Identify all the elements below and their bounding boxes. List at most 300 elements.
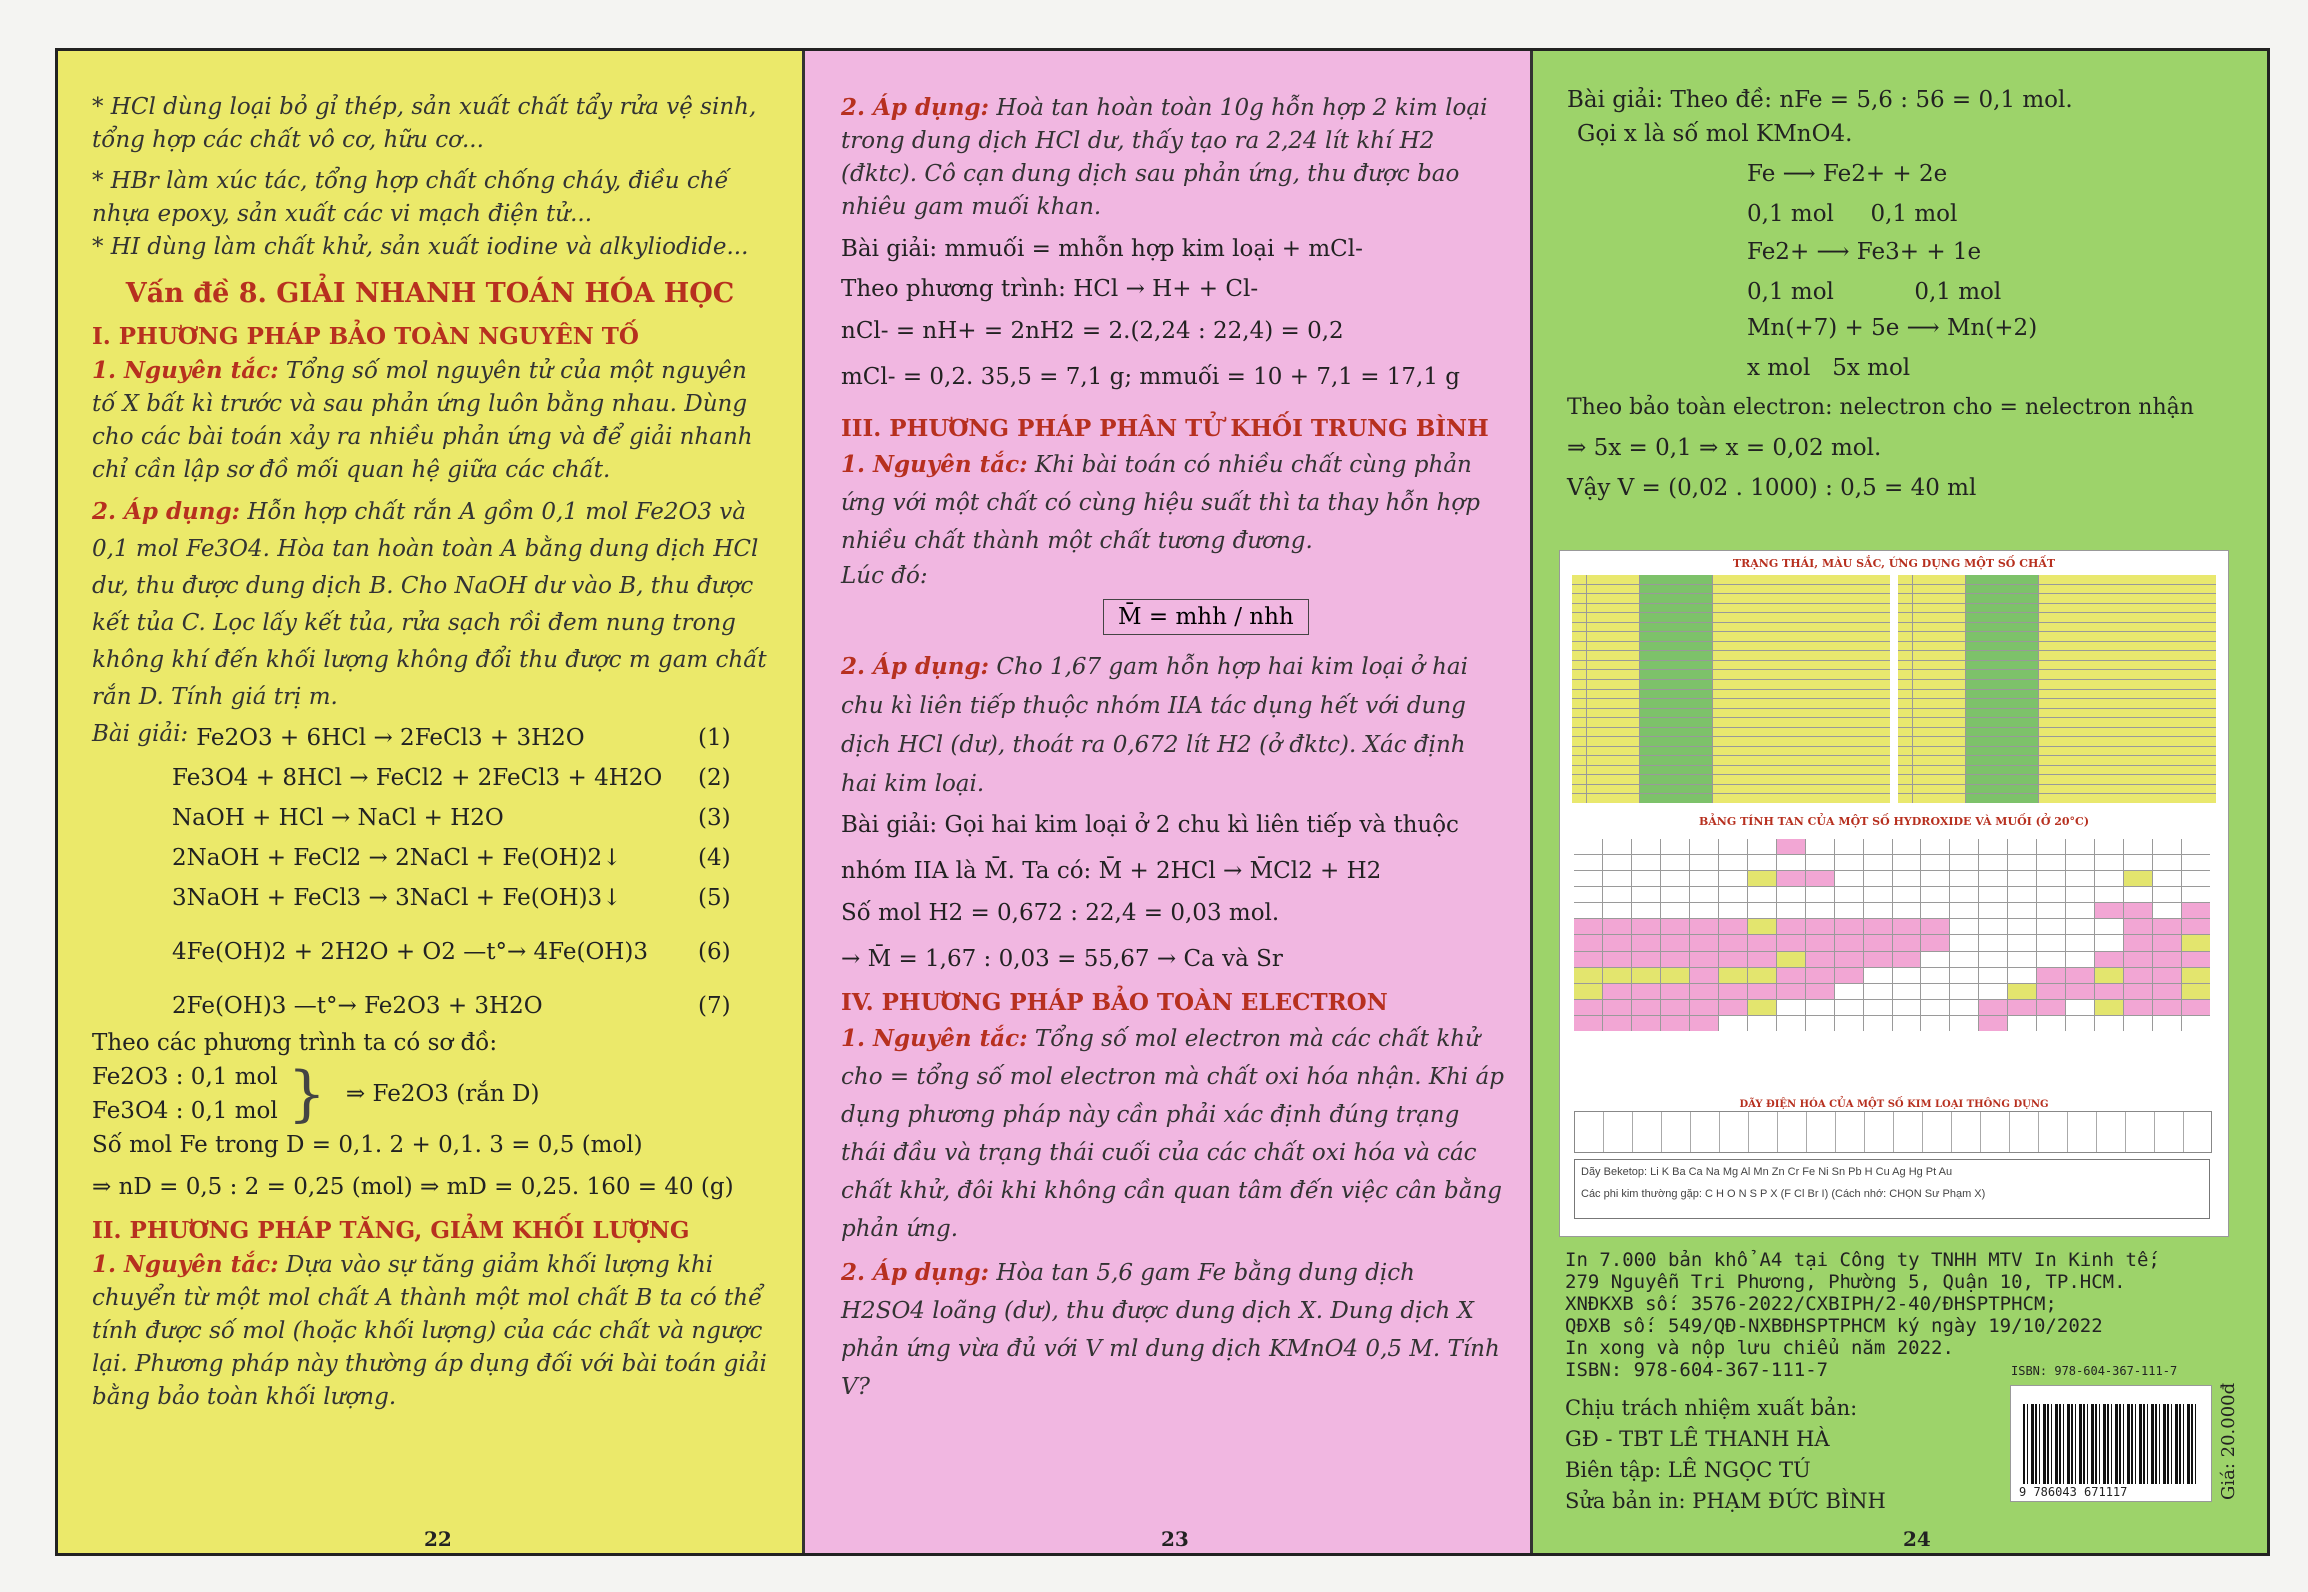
solubility-cell bbox=[1835, 984, 1863, 999]
table-cell bbox=[2039, 737, 2216, 746]
solubility-cell bbox=[2095, 855, 2123, 870]
solubility-cell bbox=[1777, 952, 1805, 967]
table-cell bbox=[1966, 756, 2038, 765]
solubility-cell bbox=[2124, 839, 2152, 854]
table-cell bbox=[1966, 651, 2038, 660]
solubility-cell bbox=[1921, 855, 1949, 870]
table-cell bbox=[1640, 642, 1712, 651]
barcode-bars bbox=[2023, 1404, 2199, 1484]
p24-l5: Fe2+ ⟶ Fe3+ + 1e bbox=[1747, 239, 1982, 265]
table-cell bbox=[1966, 604, 2038, 613]
table-cell bbox=[1966, 775, 2038, 784]
eq-7: 2Fe(OH)3 —t°→ Fe2O3 + 3H2O bbox=[172, 993, 543, 1019]
solubility-cell bbox=[1777, 968, 1805, 983]
solubility-cell bbox=[1950, 1016, 1978, 1031]
table-cell bbox=[1572, 604, 1586, 613]
solubility-cell bbox=[2008, 871, 2036, 886]
solubility-cell bbox=[1748, 887, 1776, 902]
solubility-cell bbox=[2037, 871, 2065, 886]
solubility-cell bbox=[1835, 952, 1863, 967]
s1-app: Hỗn hợp chất rắn A gồm 0,1 mol Fe2O3 và 0,1 mol Fe3O4. Hòa tan hoàn toàn A bằng dung dịch HCl dư, thu được dung dịch B. Cho NaOH dư vào B, thu được kết tủa C. Lọc lấy kết tủa, rửa sạch rồi đem nung trong không khí đến khối lượng không đổi thu được m gam chất rắn D. Tính giá trị m. bbox=[92, 499, 767, 710]
table-cell bbox=[1640, 728, 1712, 737]
solubility-cell bbox=[1979, 871, 2007, 886]
solubility-cell bbox=[1574, 935, 1602, 950]
solubility-cell bbox=[1719, 984, 1747, 999]
eq-2: Fe3O4 + 8HCl → FeCl2 + 2FeCl3 + 4H2O bbox=[172, 765, 663, 791]
table-cell bbox=[1898, 775, 1912, 784]
solubility-cell bbox=[1748, 1000, 1776, 1015]
solubility-cell bbox=[2095, 1000, 2123, 1015]
table-cell bbox=[1966, 623, 2038, 632]
table-cell bbox=[1572, 594, 1586, 603]
table-cell bbox=[1898, 575, 1912, 584]
solubility-cell bbox=[1806, 984, 1834, 999]
solubility-cell bbox=[1806, 968, 1834, 983]
solubility-cell bbox=[2153, 871, 2181, 886]
solubility-cell bbox=[2037, 855, 2065, 870]
solubility-cell bbox=[2182, 935, 2210, 950]
table-cell bbox=[1713, 661, 1890, 670]
solubility-cell bbox=[2182, 919, 2210, 934]
solubility-cell bbox=[1950, 1000, 1978, 1015]
solubility-cell bbox=[2066, 968, 2094, 983]
solubility-title: BẢNG TÍNH TAN CỦA MỘT SỐ HYDROXIDE VÀ MUỐI (Ở 20°C) bbox=[1698, 815, 2090, 828]
solubility-cell bbox=[1835, 935, 1863, 950]
s4-app: Hòa tan 5,6 gam Fe bằng dung dịch H2SO4 loãng (dư), thu được dung dịch X. Dung dịch X phản ứng vừa đủ với V ml dung dịch KMnO4 0,5 M. Tính V? bbox=[841, 1260, 1500, 1400]
credits bbox=[1565, 1393, 1886, 1517]
solubility-cell bbox=[1864, 935, 1892, 950]
solubility-cell bbox=[2008, 839, 2036, 854]
table-cell bbox=[1966, 718, 2038, 727]
table-cell bbox=[1898, 594, 1912, 603]
table-cell bbox=[1713, 642, 1890, 651]
solubility-cell bbox=[1921, 1000, 1949, 1015]
table-cell bbox=[2039, 604, 2216, 613]
info-6: ISBN: 978-604-367-111-7 bbox=[1565, 1359, 1829, 1381]
solubility-cell bbox=[2008, 984, 2036, 999]
solubility-cell bbox=[1632, 919, 1660, 934]
solubility-cell bbox=[1661, 839, 1689, 854]
solubility-cell bbox=[1661, 919, 1689, 934]
solubility-cell bbox=[1748, 968, 1776, 983]
table-cell bbox=[1713, 594, 1890, 603]
solubility-cell bbox=[1777, 903, 1805, 918]
eq-1: Fe2O3 + 6HCl → 2FeCl3 + 3H2O bbox=[196, 725, 585, 751]
solubility-cell bbox=[1603, 871, 1631, 886]
table-cell bbox=[1966, 585, 2038, 594]
solubility-cell bbox=[1806, 1016, 1834, 1031]
solubility-cell bbox=[1921, 935, 1949, 950]
solubility-cell bbox=[1864, 952, 1892, 967]
table-cell bbox=[1587, 613, 1639, 622]
solubility-cell bbox=[2124, 935, 2152, 950]
table-cell bbox=[1966, 737, 2038, 746]
solubility-cell bbox=[2066, 855, 2094, 870]
table-cell bbox=[1713, 613, 1890, 622]
solubility-cell bbox=[1690, 855, 1718, 870]
solubility-cell bbox=[1661, 935, 1689, 950]
solubility-cell bbox=[2066, 919, 2094, 934]
solubility-cell bbox=[2153, 919, 2181, 934]
solubility-cell bbox=[1893, 919, 1921, 934]
scheme-intro: Theo các phương trình ta có sơ đồ: bbox=[92, 1030, 498, 1056]
table-cell bbox=[1913, 594, 1965, 603]
table-cell bbox=[1713, 575, 1890, 584]
solubility-cell bbox=[1835, 1016, 1863, 1031]
table-cell bbox=[1572, 575, 1586, 584]
table-cell bbox=[1913, 794, 1965, 803]
table-cell bbox=[2039, 690, 2216, 699]
table-cell bbox=[2039, 794, 2216, 803]
solubility-cell bbox=[1719, 1000, 1747, 1015]
solubility-cell bbox=[1777, 839, 1805, 854]
table-cell bbox=[1572, 670, 1586, 679]
solubility-cell bbox=[2008, 919, 2036, 934]
solubility-cell bbox=[1603, 984, 1631, 999]
solubility-cell bbox=[1864, 839, 1892, 854]
table-cell bbox=[1713, 785, 1890, 794]
table-cell bbox=[1572, 709, 1586, 718]
resp-label: Chịu trách nhiệm xuất bản: bbox=[1565, 1396, 1858, 1420]
table-cell bbox=[1713, 680, 1890, 689]
s3-sol4: → M̄ = 1,67 : 0,03 = 55,67 → Ca và Sr bbox=[841, 946, 1283, 972]
p24-l10: ⇒ 5x = 0,1 ⇒ x = 0,02 mol. bbox=[1567, 435, 1882, 461]
solubility-cell bbox=[2066, 1000, 2094, 1015]
solubility-cell bbox=[1950, 839, 1978, 854]
table-cell bbox=[1572, 661, 1586, 670]
table-cell bbox=[1713, 632, 1890, 641]
solubility-cell bbox=[1806, 887, 1834, 902]
series-title: DÃY ĐIỆN HÓA CỦA MỘT SỐ KIM LOẠI THÔNG DỤNG bbox=[1739, 1099, 2049, 1110]
solubility-cell bbox=[1719, 887, 1747, 902]
solubility-cell bbox=[1632, 968, 1660, 983]
solubility-cell bbox=[1574, 952, 1602, 967]
table-cell bbox=[1587, 594, 1639, 603]
solubility-cell bbox=[1835, 1000, 1863, 1015]
solubility-cell bbox=[1777, 984, 1805, 999]
solubility-cell bbox=[1921, 1016, 1949, 1031]
table-cell bbox=[2039, 680, 2216, 689]
hi-use: * HI dùng làm chất khử, sản xuất iodine và alkyliodide... bbox=[92, 234, 749, 260]
solubility-cell bbox=[1748, 855, 1776, 870]
solubility-cell bbox=[2182, 903, 2210, 918]
solubility-cell bbox=[1632, 887, 1660, 902]
solubility-cell bbox=[1979, 968, 2007, 983]
solubility-cell bbox=[1690, 887, 1718, 902]
solubility-cell bbox=[2095, 839, 2123, 854]
section-3-title: III. PHƯƠNG PHÁP PHÂN TỬ KHỐI TRUNG BÌNH bbox=[841, 415, 1489, 442]
table-cell bbox=[1898, 585, 1912, 594]
table-cell bbox=[1898, 670, 1912, 679]
table-cell bbox=[1640, 623, 1712, 632]
solubility-cell bbox=[1777, 935, 1805, 950]
sol-label: Bài giải: bbox=[92, 721, 189, 747]
table-cell bbox=[1713, 737, 1890, 746]
table-cell bbox=[1913, 642, 1965, 651]
solubility-cell bbox=[1603, 968, 1631, 983]
table-cell bbox=[1913, 651, 1965, 660]
solubility-table bbox=[1574, 839, 2210, 1031]
s3-app-label: 2. Áp dụng: bbox=[841, 653, 990, 680]
s2-rule-label: 1. Nguyên tắc: bbox=[92, 1251, 279, 1278]
solubility-cell bbox=[1719, 1016, 1747, 1031]
solubility-cell bbox=[2153, 839, 2181, 854]
solubility-cell bbox=[2037, 1016, 2065, 1031]
p24-l11: Vậy V = (0,02 . 1000) : 0,5 = 40 ml bbox=[1567, 475, 1977, 501]
solubility-cell bbox=[1835, 968, 1863, 983]
solubility-cell bbox=[1574, 855, 1602, 870]
table-cell bbox=[1713, 747, 1890, 756]
solubility-cell bbox=[1748, 952, 1776, 967]
result-line: ⇒ nD = 0,5 : 2 = 0,25 (mol) ⇒ mD = 0,25. 160 = 40 (g) bbox=[92, 1174, 734, 1200]
table-cell bbox=[1898, 661, 1912, 670]
eq-7-num: (7) bbox=[698, 993, 731, 1019]
solubility-cell bbox=[2095, 1016, 2123, 1031]
solubility-cell bbox=[2037, 1000, 2065, 1015]
solubility-cell bbox=[1864, 1016, 1892, 1031]
proofreader: Sửa bản in: PHẠM ĐỨC BÌNH bbox=[1565, 1489, 1886, 1513]
info-5: In xong và nộp lưu chiểu năm 2022. bbox=[1565, 1337, 1954, 1359]
table-cell bbox=[1572, 737, 1586, 746]
table-cell bbox=[1898, 632, 1912, 641]
table-cell bbox=[2039, 575, 2216, 584]
table-cell bbox=[1572, 699, 1586, 708]
table-cell bbox=[1913, 604, 1965, 613]
table-cell bbox=[1898, 785, 1912, 794]
solubility-cell bbox=[1632, 1016, 1660, 1031]
solubility-cell bbox=[1893, 1016, 1921, 1031]
solubility-cell bbox=[1979, 984, 2007, 999]
table-cell bbox=[1713, 756, 1890, 765]
scheme: Fe2O3 : 0,1 mol Fe3O4 : 0,1 mol } ⇒ Fe2O3 (rắn D) bbox=[92, 1059, 540, 1129]
table-cell bbox=[2039, 670, 2216, 679]
table-cell bbox=[1713, 585, 1890, 594]
solubility-cell bbox=[1950, 952, 1978, 967]
solubility-cell bbox=[2095, 919, 2123, 934]
topic-title: Vấn đề 8. GIẢI NHANH TOÁN HÓA HỌC bbox=[125, 278, 735, 309]
solubility-cell bbox=[1893, 1000, 1921, 1015]
average-mass-formula: M̄ = mhh / nhh bbox=[1103, 599, 1309, 635]
solubility-cell bbox=[2182, 968, 2210, 983]
solubility-cell bbox=[1690, 919, 1718, 934]
solubility-cell bbox=[2124, 1000, 2152, 1015]
p24-l2: Gọi x là số mol KMnO4. bbox=[1577, 121, 1853, 147]
price-label: Giá: 20.000đ bbox=[2218, 1382, 2239, 1500]
solubility-cell bbox=[2037, 839, 2065, 854]
solubility-cell bbox=[1748, 1016, 1776, 1031]
table-cell bbox=[2039, 766, 2216, 775]
table-cell bbox=[1572, 718, 1586, 727]
solubility-cell bbox=[1921, 839, 1949, 854]
table-cell bbox=[1572, 747, 1586, 756]
table-cell bbox=[1966, 632, 2038, 641]
s3-sol2: nhóm IIA là M̄. Ta có: M̄ + 2HCl → M̄Cl2 + H2 bbox=[841, 858, 1382, 884]
solubility-cell bbox=[2066, 839, 2094, 854]
info-3: XNĐKXB số: 3576-2022/CXBIPH/2-40/ĐHSPTPHCM; bbox=[1565, 1293, 2057, 1315]
solubility-cell bbox=[1632, 871, 1660, 886]
solubility-cell bbox=[2182, 1016, 2210, 1031]
table-cell bbox=[1913, 690, 1965, 699]
table-cell bbox=[1913, 709, 1965, 718]
eq-6: 4Fe(OH)2 + 2H2O + O2 —t°→ 4Fe(OH)3 bbox=[172, 939, 648, 965]
table-cell bbox=[1587, 756, 1639, 765]
table-cell bbox=[1898, 613, 1912, 622]
solubility-cell bbox=[1603, 1016, 1631, 1031]
solubility-cell bbox=[1893, 887, 1921, 902]
solubility-cell bbox=[1921, 984, 1949, 999]
solubility-cell bbox=[1603, 919, 1631, 934]
table-cell bbox=[1966, 661, 2038, 670]
table-cell bbox=[1913, 680, 1965, 689]
table-cell bbox=[1587, 690, 1639, 699]
solubility-cell bbox=[2124, 903, 2152, 918]
solubility-cell bbox=[1748, 871, 1776, 886]
solubility-cell bbox=[1950, 919, 1978, 934]
solubility-cell bbox=[2037, 984, 2065, 999]
solubility-cell bbox=[2066, 984, 2094, 999]
solubility-cell bbox=[2037, 887, 2065, 902]
solubility-cell bbox=[1806, 919, 1834, 934]
s1-app-label: 2. Áp dụng: bbox=[92, 498, 241, 525]
table-cell bbox=[1966, 747, 2038, 756]
solubility-cell bbox=[1979, 919, 2007, 934]
table-cell bbox=[1913, 728, 1965, 737]
solubility-cell bbox=[1632, 952, 1660, 967]
table-cell bbox=[1966, 670, 2038, 679]
table-cell bbox=[2039, 642, 2216, 651]
table-cell bbox=[1572, 642, 1586, 651]
table-cell bbox=[1640, 747, 1712, 756]
solubility-cell bbox=[1806, 903, 1834, 918]
solubility-cell bbox=[1690, 1000, 1718, 1015]
table-cell bbox=[1587, 785, 1639, 794]
solubility-cell bbox=[2182, 855, 2210, 870]
table-cell bbox=[1898, 680, 1912, 689]
solubility-cell bbox=[1864, 968, 1892, 983]
table-cell bbox=[1713, 651, 1890, 660]
solubility-cell bbox=[1603, 839, 1631, 854]
page-22-panel bbox=[58, 51, 805, 1553]
solubility-cell bbox=[1893, 871, 1921, 886]
mol-fe: Số mol Fe trong D = 0,1. 2 + 0,1. 3 = 0,5 (mol) bbox=[92, 1132, 643, 1158]
table-cell bbox=[1587, 604, 1639, 613]
sol1: Bài giải: mmuối = mhỗn hợp kim loại + mCl- bbox=[841, 236, 1363, 262]
section-4-title: IV. PHƯƠNG PHÁP BẢO TOÀN ELECTRON bbox=[841, 989, 1388, 1016]
table-cell bbox=[1898, 604, 1912, 613]
table-cell bbox=[1640, 756, 1712, 765]
solubility-cell bbox=[2153, 1000, 2181, 1015]
solubility-cell bbox=[2066, 887, 2094, 902]
table-cell bbox=[1713, 709, 1890, 718]
table-cell bbox=[2039, 718, 2216, 727]
solubility-cell bbox=[2008, 952, 2036, 967]
solubility-cell bbox=[1719, 952, 1747, 967]
hcl-use: * HCl dùng loại bỏ gỉ thép, sản xuất chất tẩy rửa vệ sinh, tổng hợp các chất vô cơ, hữu cơ... bbox=[92, 94, 757, 153]
solubility-cell bbox=[1777, 919, 1805, 934]
s1-rule-label: 1. Nguyên tắc: bbox=[92, 357, 279, 384]
table-cell bbox=[1587, 709, 1639, 718]
solubility-cell bbox=[2095, 935, 2123, 950]
solubility-cell bbox=[2153, 968, 2181, 983]
table-cell bbox=[1640, 651, 1712, 660]
table-cell bbox=[1572, 756, 1586, 765]
solubility-cell bbox=[1864, 871, 1892, 886]
solubility-cell bbox=[2008, 855, 2036, 870]
table-cell bbox=[1898, 718, 1912, 727]
table-cell bbox=[2039, 632, 2216, 641]
solubility-cell bbox=[1835, 919, 1863, 934]
scheme-result: ⇒ Fe2O3 (rắn D) bbox=[345, 1081, 540, 1107]
table-cell bbox=[1640, 690, 1712, 699]
table-cell bbox=[1966, 575, 2038, 584]
states-table-right bbox=[1898, 575, 2216, 803]
table-cell bbox=[1966, 680, 2038, 689]
solubility-cell bbox=[1864, 887, 1892, 902]
solubility-cell bbox=[1690, 1016, 1718, 1031]
solubility-cell bbox=[1661, 1000, 1689, 1015]
solubility-cell bbox=[1719, 935, 1747, 950]
table-cell bbox=[1713, 690, 1890, 699]
table-cell bbox=[1587, 794, 1639, 803]
solubility-cell bbox=[2153, 1016, 2181, 1031]
solubility-cell bbox=[1893, 968, 1921, 983]
solubility-cell bbox=[1632, 1000, 1660, 1015]
s4-rule: Tổng số mol electron mà các chất khử cho = tổng số mol electron mà chất oxi hóa nhận. Khi áp dụng phương pháp này cần phải xác định đúng trạng thái đầu và trạng thái cuối của các chất oxi hóa và các chất khử, đôi khi không cần quan tâm đến việc cân bằng phản ứng. bbox=[841, 1026, 1504, 1242]
director: GĐ - TBT LÊ THANH HÀ bbox=[1565, 1427, 1830, 1451]
solubility-cell bbox=[1921, 887, 1949, 902]
table-cell bbox=[1713, 670, 1890, 679]
solubility-cell bbox=[1979, 903, 2007, 918]
barcode-number: 9 786043 671117 bbox=[2019, 1485, 2128, 1499]
solubility-cell bbox=[2037, 952, 2065, 967]
solubility-cell bbox=[1979, 952, 2007, 967]
solubility-cell bbox=[1864, 984, 1892, 999]
solubility-cell bbox=[2182, 984, 2210, 999]
solubility-cell bbox=[1950, 871, 1978, 886]
table-cell bbox=[2039, 623, 2216, 632]
table-cell bbox=[1587, 747, 1639, 756]
solubility-cell bbox=[2066, 952, 2094, 967]
solubility-cell bbox=[1690, 935, 1718, 950]
solubility-cell bbox=[1748, 935, 1776, 950]
table-cell bbox=[1640, 670, 1712, 679]
sol3: nCl- = nH+ = 2nH2 = 2.(2,24 : 22,4) = 0,2 bbox=[841, 318, 1344, 344]
table-cell bbox=[1640, 680, 1712, 689]
table-cell bbox=[1640, 661, 1712, 670]
solubility-cell bbox=[1632, 903, 1660, 918]
table-cell bbox=[1713, 728, 1890, 737]
solubility-cell bbox=[1893, 855, 1921, 870]
table-cell bbox=[1587, 728, 1639, 737]
solubility-cell bbox=[2066, 871, 2094, 886]
table-cell bbox=[1913, 737, 1965, 746]
solubility-cell bbox=[1661, 855, 1689, 870]
solubility-cell bbox=[2095, 968, 2123, 983]
solubility-cell bbox=[1661, 984, 1689, 999]
p24-l1: Bài giải: Theo đề: nFe = 5,6 : 56 = 0,1 mol. bbox=[1567, 87, 2073, 113]
table-cell bbox=[1913, 766, 1965, 775]
solubility-cell bbox=[1574, 1000, 1602, 1015]
s3-app: Cho 1,67 gam hỗn hợp hai kim loại ở hai chu kì liên tiếp thuộc nhóm IIA tác dụng hết với dung dịch HCl (dư), thoát ra 0,672 lít H2 (ở đktc). Xác định hai kim loại. bbox=[841, 654, 1468, 797]
solubility-cell bbox=[1719, 839, 1747, 854]
table-cell bbox=[2039, 709, 2216, 718]
table-cell bbox=[2039, 594, 2216, 603]
table-cell bbox=[1913, 718, 1965, 727]
s3-sol3: Số mol H2 = 0,672 : 22,4 = 0,03 mol. bbox=[841, 900, 1280, 926]
table-cell bbox=[1913, 756, 1965, 765]
table-cell bbox=[1640, 632, 1712, 641]
s3-rule: Khi bài toán có nhiều chất cùng phản ứng với một chất có cùng hiệu suất thì ta thay hỗn hợp nhiều chất thành một chất tương đương. bbox=[841, 452, 1480, 554]
